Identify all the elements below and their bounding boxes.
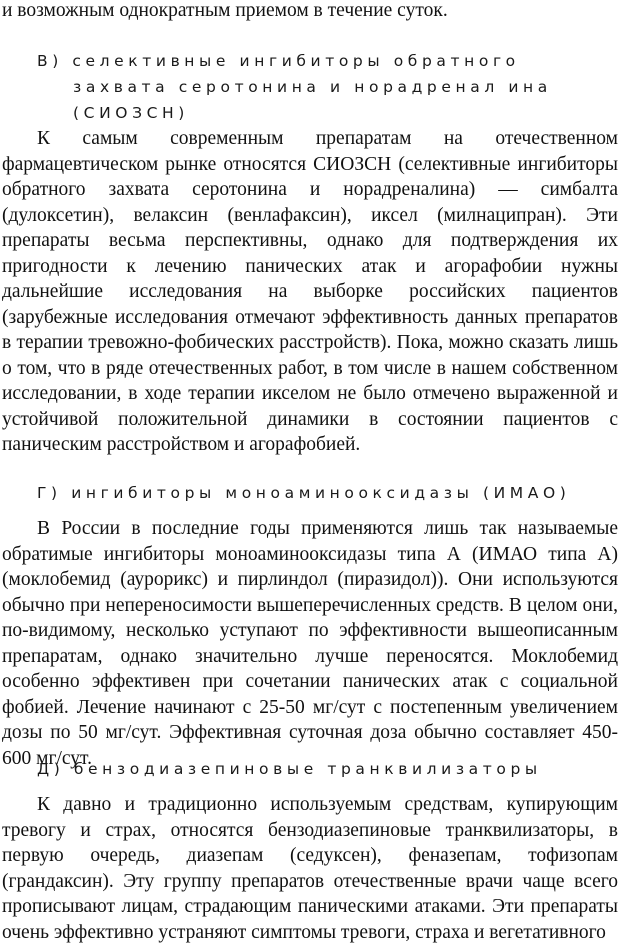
heading-line: Д) бензодиазепиновые транквилизаторы — [37, 760, 542, 778]
paragraph-benzodiazepines: К давно и традиционно используемым средствам, купирующим тревогу и страх, относятся бензодиазепиновые транквилизаторы, в первую очередь, диазепам (седуксен), феназепам, тофизопам (грандаксин). Эту группу препаратов отечественные врачи чаще всего прописывают лицам, страдающим паническими атаками. Эти препараты очень эффективно устраняют симптомы тревоги, страха и вегетативного — [2, 794, 618, 943]
continued-text-line: и возможным однократным приемом в течение суток. — [2, 0, 448, 21]
section-heading-benzodiazepines — [37, 756, 542, 782]
heading-line: Г) ингибиторы моноаминооксидазы (ИМАО) — [37, 484, 571, 502]
section-heading-snri — [37, 48, 552, 126]
heading-line: В) селективные ингибиторы обратного — [37, 52, 520, 70]
paragraph-snri: К самым современным препаратам на отечественном фармацевтическом рынке относятся СИОЗСН (селективные ингибиторы обратного захвата серотонина и норадреналина) — симбалта (дулоксетин), велаксин (венлафаксин), иксел (милнаципран). Эти препараты весьма перспективны, однако для подтверждения их пригодности к лечению панических атак и агорафобии нужны дальнейшие исследования на выборке российских пациентов (зарубежные исследования отмечают эффективность данных препаратов в терапии тревожно-фобических расстройств). Пока, можно сказать лишь о том, что в ряде отечественных работ, в том числе в нашем собственном исследовании, в ходе терапии икселом не было отмечено выраженной и устойчивой положительной динамики в состоянии пациентов с паническим расстройством и агорафобией. — [2, 128, 618, 455]
paragraph-maoi: В России в последние годы применяются лишь так называемые обратимые ингибиторы моноаминооксидазы типа А (ИМАО типа А) (моклобемид (аурорикс) и пирлиндол (пиразидол)). Они используются обычно при непереносимости вышеперечисленных средств. В целом они, по-видимому, несколько уступают по эффективности вышеописанным препаратам, однако значительно лучше переносятся. Моклобемид особенно эффективен при сочетании панических атак с социальной фобией. Лечение начинают с 25-50 мг/сут с постепенным увеличением дозы по 50 мг/сут. Эффективная суточная доза обычно составляет 450-600 мг/сут. — [2, 518, 618, 769]
section-heading-maoi — [37, 480, 570, 506]
heading-line: захвата серотонина и норадренал ина — [73, 78, 552, 96]
heading-line: (СИОЗСН) — [73, 104, 189, 122]
